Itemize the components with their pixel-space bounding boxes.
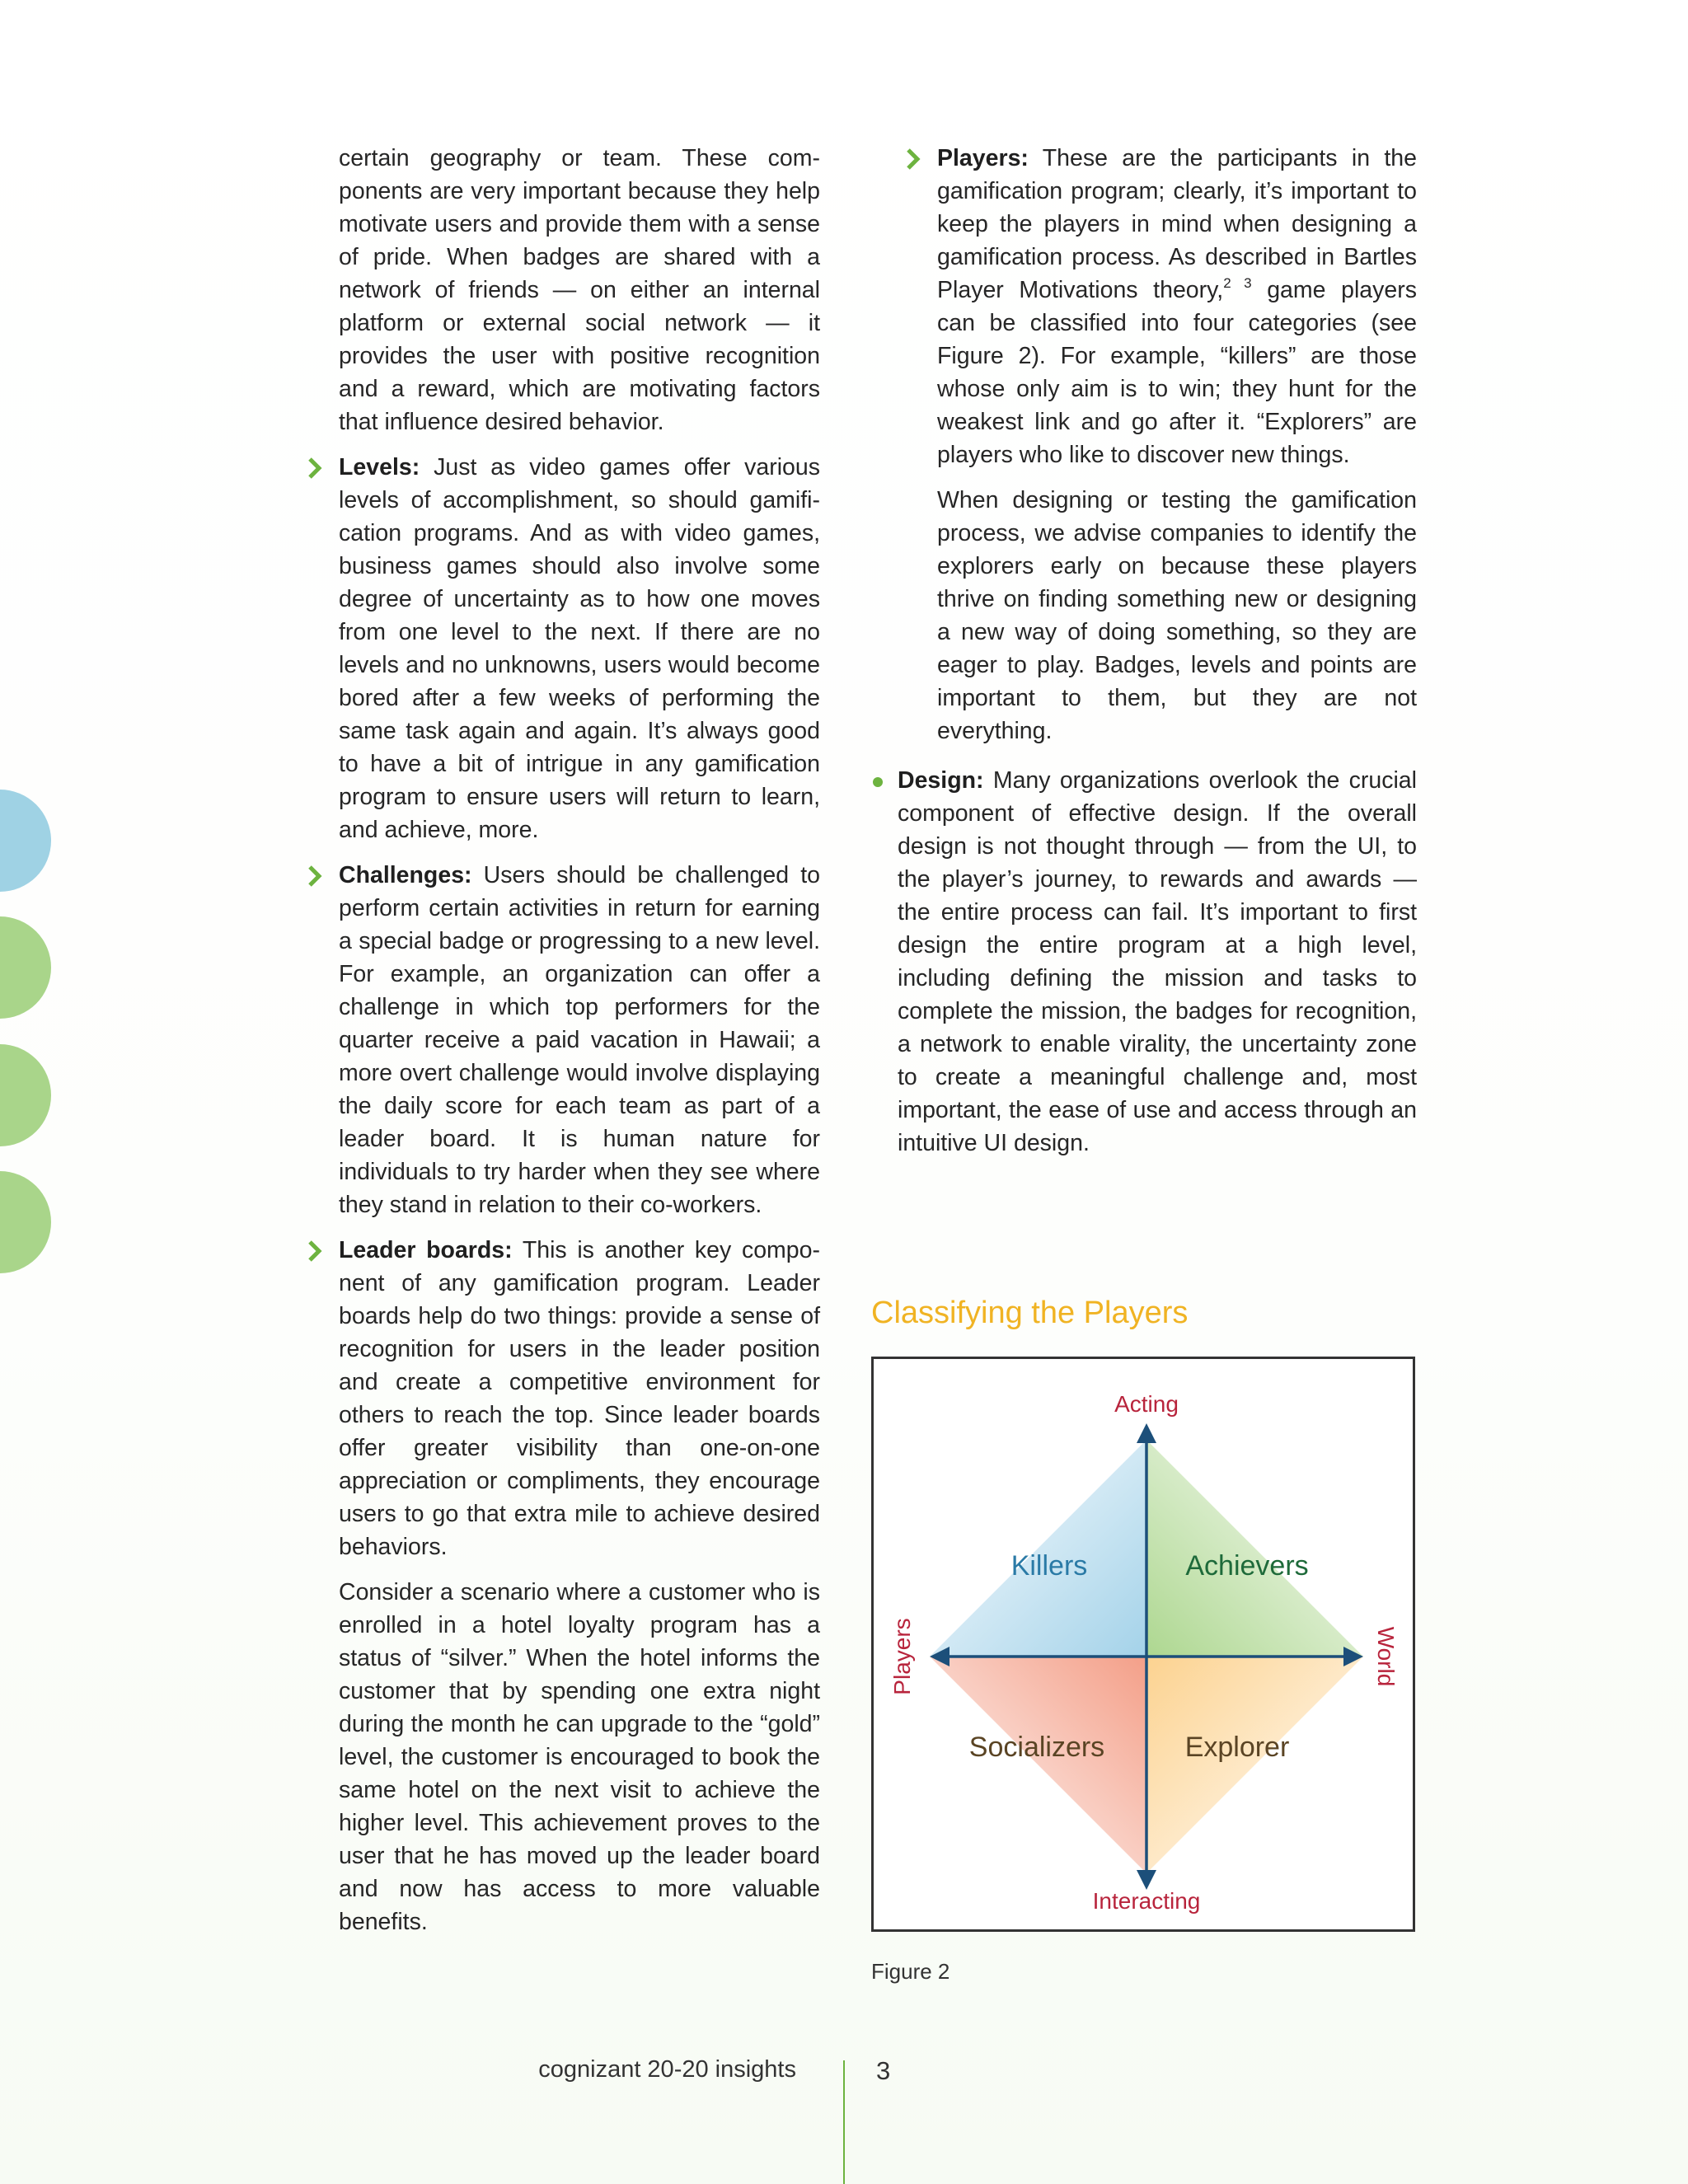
achievers-label: Achievers	[1185, 1550, 1309, 1582]
design-text: Many organizations overlook the crucial component of effective design. If the overall design is not thought through — from the UI, to the player’s journey, to rewards and awards — the entire process can fail. It’s important to first design the entire program at a high level, including defining the mission and tasks to complete the mission, the badges for recognition, a network to enable virality, the uncertainty zone to create a meaningful challenge and, most important, the ease of use and access through an intuitive UI design.	[898, 767, 1417, 1156]
player-types-diagram	[874, 1359, 1413, 1929]
chevron-right-icon	[904, 147, 922, 171]
page-number: 3	[876, 2056, 891, 2085]
chevron-right-icon	[306, 456, 324, 480]
axis-label-right: World	[1373, 1626, 1399, 1687]
axis-label-left: Players	[889, 1618, 915, 1695]
leader-boards-term: Leader boards:	[339, 1237, 513, 1263]
socializers-quadrant	[930, 1657, 1146, 1873]
chevron-right-icon	[306, 864, 324, 888]
levels-item	[339, 451, 820, 846]
players-text: These are the participants in the gamification program; clearly, it’s important to keep the players in mind when designing a gamification process. As described in Bartles Player Motivations theory,	[937, 145, 1417, 303]
left-column	[339, 142, 820, 1951]
challenges-paragraph	[339, 859, 820, 1221]
socializers-label: Socializers	[968, 1732, 1105, 1763]
design-term: Design:	[898, 767, 984, 794]
explorer-quadrant	[1146, 1657, 1363, 1873]
killers-quadrant	[930, 1440, 1146, 1657]
chevron-right-icon	[306, 1239, 324, 1263]
publication-name: cognizant 20-20 insights	[538, 2056, 796, 2083]
explorers-advice-paragraph: When designing or testing the gamification process, we advise companies to identify the explorers early on because these players thrive on finding something new or designing a new way of doing something, so they are eager to play. Badges, levels and points are important to them, but they are not everything.	[937, 487, 1417, 744]
right-column	[898, 142, 1417, 1172]
levels-term: Levels:	[339, 454, 420, 480]
design-paragraph	[898, 764, 1417, 1160]
player-types-figure	[871, 1357, 1415, 1932]
players-item	[937, 142, 1417, 748]
players-term: Players:	[937, 145, 1029, 171]
arrow-up-icon	[1137, 1423, 1156, 1443]
badges-continued-paragraph: certain geography or team. These components are very important because they help motivate users and provide them with a sense of pride. When badges are shared with a network of friends — on either an internal platform or external social network — it provides the user with positive recognition and a reward, which are motivating factors that influence desired behavior.	[339, 145, 820, 435]
figure-caption: Figure 2	[871, 1959, 950, 1984]
challenges-term: Challenges:	[339, 862, 472, 888]
levels-text: Just as video games offer various levels of accomplishment, so should gamification programs. And as with video games, business games should also involve some degree of uncertainty as to how one moves from one level to the next. If there are no levels and no unknowns, users would become bored after a few weeks of performing the same task again and again. It’s always good to have a bit of intrigue in any gamification program to ensure users will return to learn, and achieve, more.	[339, 454, 820, 843]
leader-boards-text: This is another key component of any gamification program. Leader boards help do two things: provide a sense of recognition for users in the leader position and create a competitive environment for others to reach the top. Since leader boards offer greater visibility than one-on-one appreciation or compliments, they encourage users to go that extra mile to achieve desired behaviors.	[339, 1237, 820, 1560]
levels-paragraph	[339, 451, 820, 846]
hotel-scenario-paragraph: Consider a scenario where a customer who is enrolled in a hotel loyalty program has a status of “silver.” When the hotel informs the customer that by spending one extra night during the month he can upgrade to the “gold” level, the customer is encouraged to book the same hotel on the next visit to achieve the higher level. This achievement proves to the user that he has moved up the leader board and now has access to more valuable benefits.	[339, 1579, 820, 1935]
leader-boards-paragraph	[339, 1234, 820, 1563]
challenges-item	[339, 859, 820, 1221]
explorer-label: Explorer	[1184, 1732, 1290, 1763]
leader-boards-item	[339, 1234, 820, 1938]
killers-label: Killers	[1010, 1550, 1088, 1582]
figure-title: Classifying the Players	[871, 1296, 1189, 1330]
achievers-quadrant	[1146, 1440, 1363, 1657]
players-text-continued: game players can be classified into four categories (see Figure 2). For example, “killers” are those whose only aim is to win; they hunt for the weakest link and go after it. “Explorers” are players who like to discover new things.	[937, 277, 1417, 468]
players-paragraph	[937, 142, 1417, 471]
footnote-reference[interactable]: 2 3	[1223, 275, 1252, 291]
design-item	[898, 764, 1417, 1160]
axis-label-top: Acting	[1114, 1391, 1179, 1417]
arrow-down-icon	[1137, 1870, 1156, 1890]
footer-divider	[843, 2060, 845, 2184]
axis-label-bottom: Interacting	[1092, 1888, 1201, 1914]
bullet-dot-icon	[873, 777, 883, 787]
challenges-text: Users should be challenged to perform certain activities in return for earning a special badge or progressing to a new level. For example, an organization can offer a challenge in which top performers for the quarter receive a paid vacation in Hawaii; a more overt challenge would involve displaying the daily score for each team as part of a leader board. It is human nature for individuals to try harder when they see where they stand in relation to their co-workers.	[339, 862, 820, 1218]
